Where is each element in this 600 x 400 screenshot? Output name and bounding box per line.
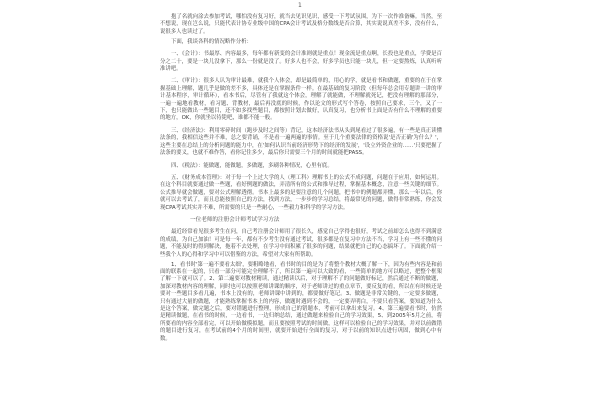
- paragraph-audit: 二、《审计》：很多人认为审计最难，就我个人体会，却是最简单的，用心的学，就是看书和做题，重要的在于在掌握基础上理解，题几乎是做的差不多，具体还是在掌握条件一样。在最基础的复习阶段（但每年总会用专题讲一讲的审计基本程序，审计循环），看本书后，尽管有了我就这个体会，理解了就能做，不理解就死记，把没有理解的那部分，一遍一遍地看教材，看习题、背教材，最后再没底的时候，作以论文的形式写个答卷，按照自己要求，三个，又了一下，也只能做出一些题目，还不如多找些题目，都按照计划去做好，认真复习，也分析书上面是否有什么不理解的重要的地方，OK，你就坐以待毙吧，谁都不能一般。: [160, 78, 442, 122]
- paragraph-intro: 抱了名就向涂去参加考试，哪怕没有复习好，就当去见识见识，感受一下考试氛围，为下一次作准备嘛。当然，至不想说，现在岂么说，只能代表计协专业级中国的CPA会计考试及格分数线是否合算，其实说说真差不多，没有什么，说很多人也读过了。: [160, 14, 442, 35]
- paragraph-tax-law: 四、《税法》：能做题，能做题，多做题，多刷各种情况，心里有底。: [171, 162, 333, 169]
- page-number: 1: [298, 2, 302, 9]
- paragraph-method-intro: 最近经常看见很多考生在问，自己考注册会计师用了很长久，感觉自己学得也很好，考试之前却怎么也得不到满意的成绩，为自己加油！可是每一年，都有不少考生没有通过考试，很多都是在复习中方法不当，学习上有一些不懂的问题，不能及时的得到解决，拖着不去处理，在学习中间积累了很多的问题，结果就把自己的心态搞坏了。下面就介绍一些我个人的心得和学习中可以借鉴的方法，希望对大家有所帮助。: [160, 229, 442, 258]
- paragraph-method-steps: 1、看书时'第一遍不要看太细'，要粗略地看，看书时的目的是为了将整个教材大概了解一下，因为有些内容是和前面的联系在一起的，只看一部分可能完全理解不了，所以第一遍可以大致的看，一些简单的地方可以略过，把整个框架了解一下就可以了。2、第二遍要对教材精读，通过精读以后，对于理解不了的问题做好标记，然后通过不断的做题，加深对教材内容的理解，同时也可以按照老师讲课的顺序，对于老师讲过的重点章节，要反复的看，所以在有时候还是要对一些题目多看几遍，书本上没有的，老师讲课中讲到的，都要做好笔记。3、做题是非常关键的，一定要多做题，只有通过大量的做题，才能熟练掌握书本上的内容，做题时遇到不会的，一定要弄明白，不要只看答案，要知道为什么是这个答案，做完题之后，要对错题进行整理，形成自己的错题本，考前可以拿出来复习。4、第三遍要看书时，仿然是精读做题，在看书的时候，一边看书，一边归纳总结，通过做题来检验自己的学习效果，5、到2005年5月之前，将所要看的内容全部看完，可以开始做模拟题，而且要按照考试的时间做，这样可以检验自己的学习效果，并对以前做错的题目进行复习，在考试前的4个月的时间里，就要开始进行全面的复习，对于以前的知识点进行巩固，做到心中有数。: [160, 261, 442, 342]
- document-body: [160, 14, 442, 346]
- paragraph-financial-management: 五、《财务成本管理》：对于每一个上过大学的人（理工科）理解书上的公式不成问题，问题在于应用，如何运用。在这个科目就要通过做一些题，看好例题的做法，弄清所有的公式和推导过程，掌握基本概念，注意一些关键的细节。公式推导就会做题，要对公式理解透彻。书本上最多的是要注意的几个问题，把书中的例题都弄懂，那么一年以后，你就可以去考试了，而且总能按照自己的方法，找到方法，一步步的学习总结，将最常见的问题，做得非常熟练，你会发现CPA考试其实并不难，所需要的只是一些耐心，一些毅力和科学的学习方法。: [160, 174, 442, 211]
- paragraph-lead: 下面，我谈各科的情况略作分析：: [171, 38, 252, 45]
- paragraph-economic-law: 三、《经济法》：利用零碎时间（跑步及时之间等）背记，这本经济法书从头到尾看过了很多遍，有一些是真正读懂法条的，我相信这些并不难，总之要背诵，不是看一遍两遍的事情。至于几个重要法律的资格说'是否正确'为什么？'，这些主要在总结上的分析问题的能力中，在'如何认识当前经济形势下的经济的发展'，'设立外资企业的……'只要把握了法条的要义，也就不难作答，看你记住多少，最后你只需要三个月的时间就能把PASS。: [160, 127, 442, 157]
- paragraph-accounting: 一、《会计》：书最厚、内容最多，每年都有新变的会计准则就是重点！现金流是重点啊，长投也是重点，学费是百分之二十，要是一块儿没拿下，那么一份就是没了。好多人也不会，好多学员也只能一块儿，但一定要熬炼，认真听听准讲吧。: [160, 51, 442, 73]
- section-subtitle: 一位老师的注册会计师考试学习方法: [190, 216, 280, 223]
